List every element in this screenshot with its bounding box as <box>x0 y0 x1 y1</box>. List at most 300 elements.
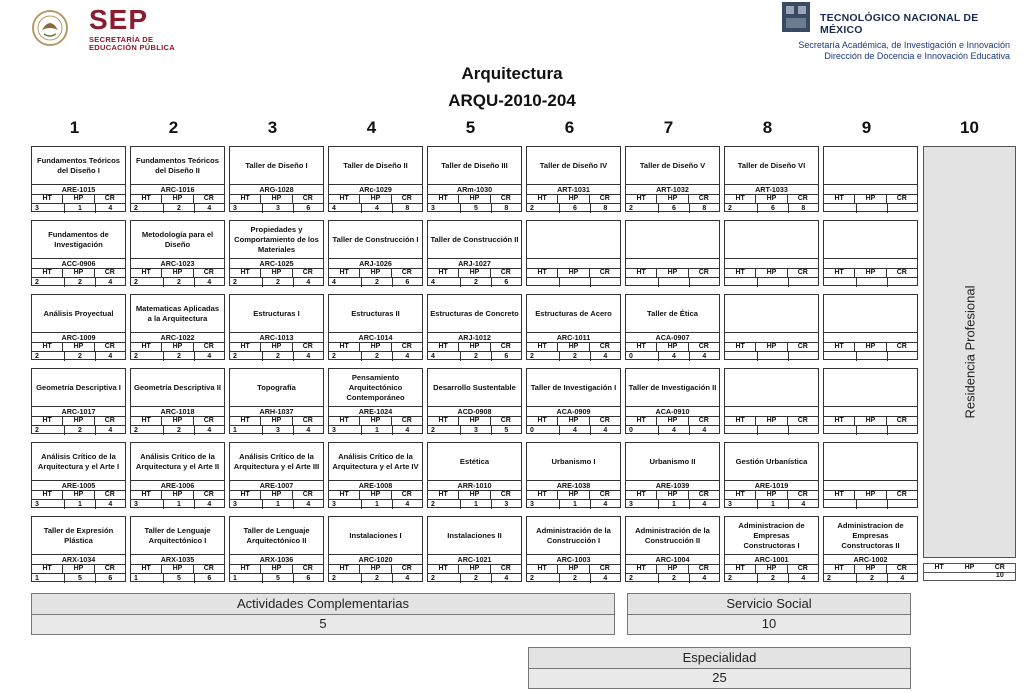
cr-value <box>690 278 719 287</box>
residencia-hp-value <box>954 572 984 580</box>
cr-value <box>888 426 917 435</box>
ht-value: 3 <box>329 500 362 509</box>
cr-value: 4 <box>900 575 905 582</box>
cr-label: CR <box>302 343 313 350</box>
cr-value: 4 <box>108 205 113 212</box>
hp-value: 4 <box>362 204 392 213</box>
cr-value: 4 <box>702 501 707 508</box>
hp-value: 1 <box>263 500 293 509</box>
hp-label: HP <box>63 490 94 499</box>
hours-header <box>527 268 620 278</box>
ht-label: HT <box>824 194 855 203</box>
hp-value: 1 <box>65 500 95 509</box>
hp-label: HP <box>459 490 490 499</box>
cr-value: 5 <box>504 427 509 434</box>
hp-value <box>857 204 887 213</box>
course-cell <box>724 220 819 286</box>
residencia-label: Residencia Profesional <box>962 285 977 419</box>
actividades-complementarias-label: Actividades Complementarias <box>31 593 615 615</box>
hp-value: 3 <box>263 426 293 435</box>
hp-label: HP <box>162 416 193 425</box>
course-cell <box>229 442 324 508</box>
semester-number-1: 1 <box>69 118 80 137</box>
course-cell <box>229 516 324 582</box>
hours-values <box>725 426 818 435</box>
course-name: Fundamentos Teóricos del Diseño I <box>37 155 120 175</box>
ht-label: HT <box>329 490 360 499</box>
ht-label: HT <box>230 416 261 425</box>
ht-label: HT <box>626 490 657 499</box>
course-name: Administración de la Construcción II <box>635 525 710 545</box>
course-cell <box>31 220 126 286</box>
course-name: Taller de Diseño VI <box>737 160 806 170</box>
hp-label: HP <box>63 342 94 351</box>
cr-value <box>789 352 818 361</box>
hours-values <box>824 204 917 213</box>
course-cell <box>823 516 918 582</box>
cr-label: CR <box>104 195 115 202</box>
hours-header <box>428 194 521 204</box>
course-cell <box>328 220 423 286</box>
cr-value: 6 <box>306 205 311 212</box>
ht-value <box>824 204 857 213</box>
cr-value: 4 <box>108 501 113 508</box>
sep-title: SEP <box>89 4 149 35</box>
cr-label: CR <box>797 343 808 350</box>
ht-label: HT <box>329 416 360 425</box>
hours-header <box>329 342 422 352</box>
cr-label: CR <box>698 565 709 572</box>
hp-label: HP <box>558 194 589 203</box>
course-cell <box>427 146 522 212</box>
course-name: Administracion de Empresas Constructoras I <box>738 520 805 550</box>
course-name: Estructuras II <box>351 308 400 318</box>
hours-header <box>626 194 719 204</box>
cr-label: CR <box>401 269 412 276</box>
ht-label: HT <box>32 564 63 573</box>
course-name: Taller de Diseño II <box>343 160 408 170</box>
course-name: Taller de Diseño III <box>441 160 508 170</box>
course-name <box>527 221 620 258</box>
course-code: ARC-1025 <box>230 258 323 269</box>
course-code: ARc-1029 <box>329 184 422 195</box>
cr-label: CR <box>203 491 214 498</box>
cr-value: 4 <box>405 353 410 360</box>
course-code: ARH-1037 <box>230 406 323 417</box>
hp-value: 2 <box>164 278 194 287</box>
ht-value: 3 <box>230 500 263 509</box>
sep-subtitle-line2: EDUCACIÓN PÚBLICA <box>89 43 175 52</box>
course-cell <box>625 516 720 582</box>
course-name: Instalaciones II <box>447 530 502 540</box>
hp-value: 3 <box>461 426 491 435</box>
ht-label: HT <box>131 268 162 277</box>
hours-values <box>428 352 521 361</box>
course-name <box>725 369 818 406</box>
residencia-hours <box>923 563 1016 581</box>
hours-values <box>131 352 224 361</box>
course-name: Administración de la Construcción I <box>536 525 611 545</box>
hours-values <box>131 574 224 583</box>
course-cell <box>31 442 126 508</box>
cr-label: CR <box>896 565 907 572</box>
course-name: Análisis Crítico de la Arquitectura y el Arte II <box>135 451 220 471</box>
ht-label: HT <box>725 342 756 351</box>
course-name: Taller de Ética <box>647 308 698 318</box>
cr-label: CR <box>599 343 610 350</box>
ht-value: 0 <box>626 352 659 361</box>
hp-label: HP <box>162 194 193 203</box>
course-cell <box>724 368 819 434</box>
semester-number-8: 8 <box>762 118 773 137</box>
hp-value: 2 <box>362 352 392 361</box>
course-cell <box>130 516 225 582</box>
cr-value: 4 <box>603 575 608 582</box>
sep-subtitle-line1: SECRETARÍA DE <box>89 35 154 44</box>
hours-values <box>230 574 323 583</box>
hp-value: 1 <box>758 500 788 509</box>
cr-label: CR <box>797 195 808 202</box>
hp-label: HP <box>459 342 490 351</box>
course-cell <box>526 368 621 434</box>
hp-value <box>758 352 788 361</box>
hours-header <box>824 490 917 500</box>
hp-value: 4 <box>659 352 689 361</box>
ht-value: 2 <box>527 352 560 361</box>
cr-label: CR <box>797 269 808 276</box>
ht-label: HT <box>32 342 63 351</box>
hours-values <box>32 574 125 583</box>
cr-label: CR <box>500 565 511 572</box>
hp-label: HP <box>756 564 787 573</box>
course-cell <box>130 220 225 286</box>
course-name <box>824 147 917 184</box>
cr-value: 6 <box>108 575 113 582</box>
hp-label: HP <box>360 564 391 573</box>
course-name: Taller de Investigación II <box>628 382 717 392</box>
ht-label: HT <box>230 194 261 203</box>
course-code: ARC-1022 <box>131 332 224 343</box>
ht-value: 2 <box>131 352 164 361</box>
course-name: Taller de Diseño I <box>245 160 308 170</box>
cr-label: CR <box>203 195 214 202</box>
hp-label: HP <box>855 416 886 425</box>
ht-label: HT <box>329 268 360 277</box>
ht-value: 2 <box>725 204 758 213</box>
ht-label: HT <box>230 564 261 573</box>
servicio-social-label: Servicio Social <box>627 593 911 615</box>
hp-label: HP <box>261 268 292 277</box>
hours-header <box>824 564 917 574</box>
ht-label: HT <box>527 268 558 277</box>
course-name <box>725 295 818 332</box>
cr-label: CR <box>797 565 808 572</box>
course-code: ARJ-1012 <box>428 332 521 343</box>
semester-number-10: 10 <box>960 118 979 137</box>
hp-label: HP <box>360 268 391 277</box>
hours-header <box>725 416 818 426</box>
ht-value: 2 <box>230 352 263 361</box>
course-cell <box>823 442 918 508</box>
hp-value: 1 <box>461 500 491 509</box>
cr-label: CR <box>104 269 115 276</box>
semester-number-9: 9 <box>861 118 872 137</box>
ht-value: 3 <box>230 204 263 213</box>
ht-value: 2 <box>32 352 65 361</box>
hours-header <box>824 268 917 278</box>
hours-header <box>527 490 620 500</box>
hours-values <box>428 204 521 213</box>
course-name: Taller de Expresión Plástica <box>43 525 114 545</box>
hp-label: HP <box>261 490 292 499</box>
course-code: ACA-0910 <box>626 406 719 417</box>
ht-label: HT <box>725 416 756 425</box>
hours-values <box>527 278 620 287</box>
hours-values <box>725 278 818 287</box>
hp-value: 2 <box>758 574 788 583</box>
ht-label: HT <box>824 416 855 425</box>
ht-value <box>824 352 857 361</box>
hp-label: HP <box>360 342 391 351</box>
cr-label: CR <box>203 269 214 276</box>
course-code: ARC-1021 <box>428 554 521 565</box>
ht-label: HT <box>428 490 459 499</box>
cr-label: CR <box>500 417 511 424</box>
hours-values <box>32 278 125 287</box>
course-code: ART-1032 <box>626 184 719 195</box>
hp-value: 4 <box>560 426 590 435</box>
hp-value: 5 <box>65 574 95 583</box>
hp-label: HP <box>162 564 193 573</box>
hours-values <box>626 278 719 287</box>
cr-label: CR <box>797 491 808 498</box>
course-cell <box>130 146 225 212</box>
ht-value: 2 <box>527 204 560 213</box>
ht-label: HT <box>329 342 360 351</box>
hp-label: HP <box>756 268 787 277</box>
course-name: Taller de Lenguaje Arquitectónico I <box>144 525 211 545</box>
hp-value: 2 <box>659 574 689 583</box>
semester-number-7: 7 <box>663 118 674 137</box>
ht-value: 3 <box>428 204 461 213</box>
hp-value: 5 <box>461 204 491 213</box>
course-cell <box>229 146 324 212</box>
cr-value: 6 <box>504 279 509 286</box>
ht-value <box>725 426 758 435</box>
course-cell <box>526 220 621 286</box>
hours-header <box>824 194 917 204</box>
hp-value <box>857 278 887 287</box>
hp-value: 2 <box>65 352 95 361</box>
cr-value: 4 <box>702 353 707 360</box>
ht-label: HT <box>428 268 459 277</box>
cr-value <box>888 204 917 213</box>
hp-value <box>560 278 590 287</box>
especialidad-value: 25 <box>528 669 911 689</box>
cr-value <box>789 278 818 287</box>
course-name: Análisis Proyectual <box>43 308 114 318</box>
ht-label: HT <box>725 194 756 203</box>
tecnm-logo-icon <box>778 0 814 36</box>
hours-values <box>824 500 917 509</box>
hours-header <box>626 268 719 278</box>
ht-label: HT <box>32 416 63 425</box>
cr-label: CR <box>302 417 313 424</box>
hours-values <box>32 204 125 213</box>
hours-values <box>329 426 422 435</box>
hours-header <box>428 564 521 574</box>
hp-value: 2 <box>65 426 95 435</box>
hp-label: HP <box>360 194 391 203</box>
ht-value: 2 <box>131 278 164 287</box>
course-name: Pensamiento Arquitectónico Contemporáneo <box>346 372 405 402</box>
ht-value: 1 <box>131 574 164 583</box>
hours-values <box>626 352 719 361</box>
hp-value: 2 <box>362 278 392 287</box>
hp-label: HP <box>261 342 292 351</box>
sep-eagle-logo <box>30 8 82 48</box>
course-code: ARC-1023 <box>131 258 224 269</box>
course-cell <box>31 516 126 582</box>
hours-header <box>32 564 125 574</box>
hours-header <box>329 564 422 574</box>
ht-label: HT <box>824 564 855 573</box>
cr-value: 4 <box>306 501 311 508</box>
course-name <box>725 221 818 258</box>
hp-value: 2 <box>362 574 392 583</box>
ht-value: 4 <box>428 278 461 287</box>
course-name: Taller de Construcción I <box>332 234 419 244</box>
course-name: Análisis Crítico de la Arquitectura y el Arte III <box>233 451 320 471</box>
course-name: Matematicas Aplicadas a la Arquitectura <box>135 303 220 323</box>
course-code: ARX-1036 <box>230 554 323 565</box>
hours-header <box>824 416 917 426</box>
cr-value: 4 <box>801 575 806 582</box>
hours-header <box>329 490 422 500</box>
residencia-ht-value <box>924 572 954 580</box>
hp-label: HP <box>855 194 886 203</box>
ht-value <box>527 278 560 287</box>
hours-header <box>725 268 818 278</box>
hp-value: 5 <box>263 574 293 583</box>
course-name <box>824 369 917 406</box>
hours-header <box>230 416 323 426</box>
ht-label: HT <box>329 564 360 573</box>
course-cell <box>427 442 522 508</box>
ht-label: HT <box>230 268 261 277</box>
hp-label: HP <box>63 416 94 425</box>
hours-values <box>527 500 620 509</box>
hours-header <box>230 268 323 278</box>
hours-header <box>626 564 719 574</box>
ht-label: HT <box>428 342 459 351</box>
hours-values <box>131 278 224 287</box>
hours-values <box>230 352 323 361</box>
hours-header <box>527 416 620 426</box>
ht-value: 2 <box>428 426 461 435</box>
ht-label: HT <box>32 194 63 203</box>
course-cell <box>526 294 621 360</box>
hp-value: 1 <box>65 204 95 213</box>
course-cell <box>328 368 423 434</box>
cr-label: CR <box>896 195 907 202</box>
ht-label: HT <box>131 564 162 573</box>
hours-header <box>230 564 323 574</box>
hp-value: 2 <box>263 278 293 287</box>
cr-label: CR <box>698 417 709 424</box>
cr-label: CR <box>401 417 412 424</box>
ht-value: 3 <box>725 500 758 509</box>
hours-header <box>32 268 125 278</box>
ht-value: 2 <box>725 574 758 583</box>
course-code: ART-1031 <box>527 184 620 195</box>
course-code: ARC-1017 <box>32 406 125 417</box>
course-cell <box>625 368 720 434</box>
hours-values <box>725 204 818 213</box>
hp-value: 1 <box>560 500 590 509</box>
hours-header <box>527 194 620 204</box>
servicio-social-value: 10 <box>627 615 911 635</box>
hours-header <box>131 490 224 500</box>
hours-header <box>329 194 422 204</box>
cr-label: CR <box>797 417 808 424</box>
cr-value: 8 <box>801 205 806 212</box>
course-code: ARC-1004 <box>626 554 719 565</box>
residencia-cr-label: CR <box>994 564 1005 571</box>
course-cell <box>724 146 819 212</box>
ht-value: 4 <box>329 204 362 213</box>
ht-label: HT <box>626 416 657 425</box>
ht-label: HT <box>428 416 459 425</box>
semester-number-3: 3 <box>267 118 278 137</box>
ht-label: HT <box>131 416 162 425</box>
course-code: ARE-1038 <box>527 480 620 491</box>
course-name: Metodología para el Diseño <box>141 229 214 249</box>
ht-value: 2 <box>329 352 362 361</box>
course-cell <box>427 368 522 434</box>
hp-value <box>659 278 689 287</box>
ht-value: 4 <box>428 352 461 361</box>
career-title: Arquitectura <box>461 64 563 83</box>
ht-value: 2 <box>527 574 560 583</box>
hours-header <box>428 416 521 426</box>
cr-value: 3 <box>504 501 509 508</box>
hours-values <box>428 278 521 287</box>
cr-value: 4 <box>306 353 311 360</box>
hours-values <box>329 278 422 287</box>
cr-label: CR <box>500 343 511 350</box>
ht-label: HT <box>32 490 63 499</box>
residencia-hp-label: HP <box>964 564 975 571</box>
course-code: ARE-1015 <box>32 184 125 195</box>
ht-label: HT <box>329 194 360 203</box>
ht-label: HT <box>230 342 261 351</box>
course-name: Urbanismo II <box>649 456 696 466</box>
ht-value: 0 <box>626 426 659 435</box>
ht-value: 1 <box>230 426 263 435</box>
hp-value: 2 <box>857 574 887 583</box>
course-cell <box>328 146 423 212</box>
cr-value: 4 <box>108 427 113 434</box>
hp-label: HP <box>855 490 886 499</box>
ht-value: 4 <box>329 278 362 287</box>
course-code: ARG-1028 <box>230 184 323 195</box>
course-cell <box>229 368 324 434</box>
ht-value: 2 <box>131 426 164 435</box>
cr-label: CR <box>104 343 115 350</box>
hp-value <box>857 426 887 435</box>
course-name: Estética <box>459 456 490 466</box>
